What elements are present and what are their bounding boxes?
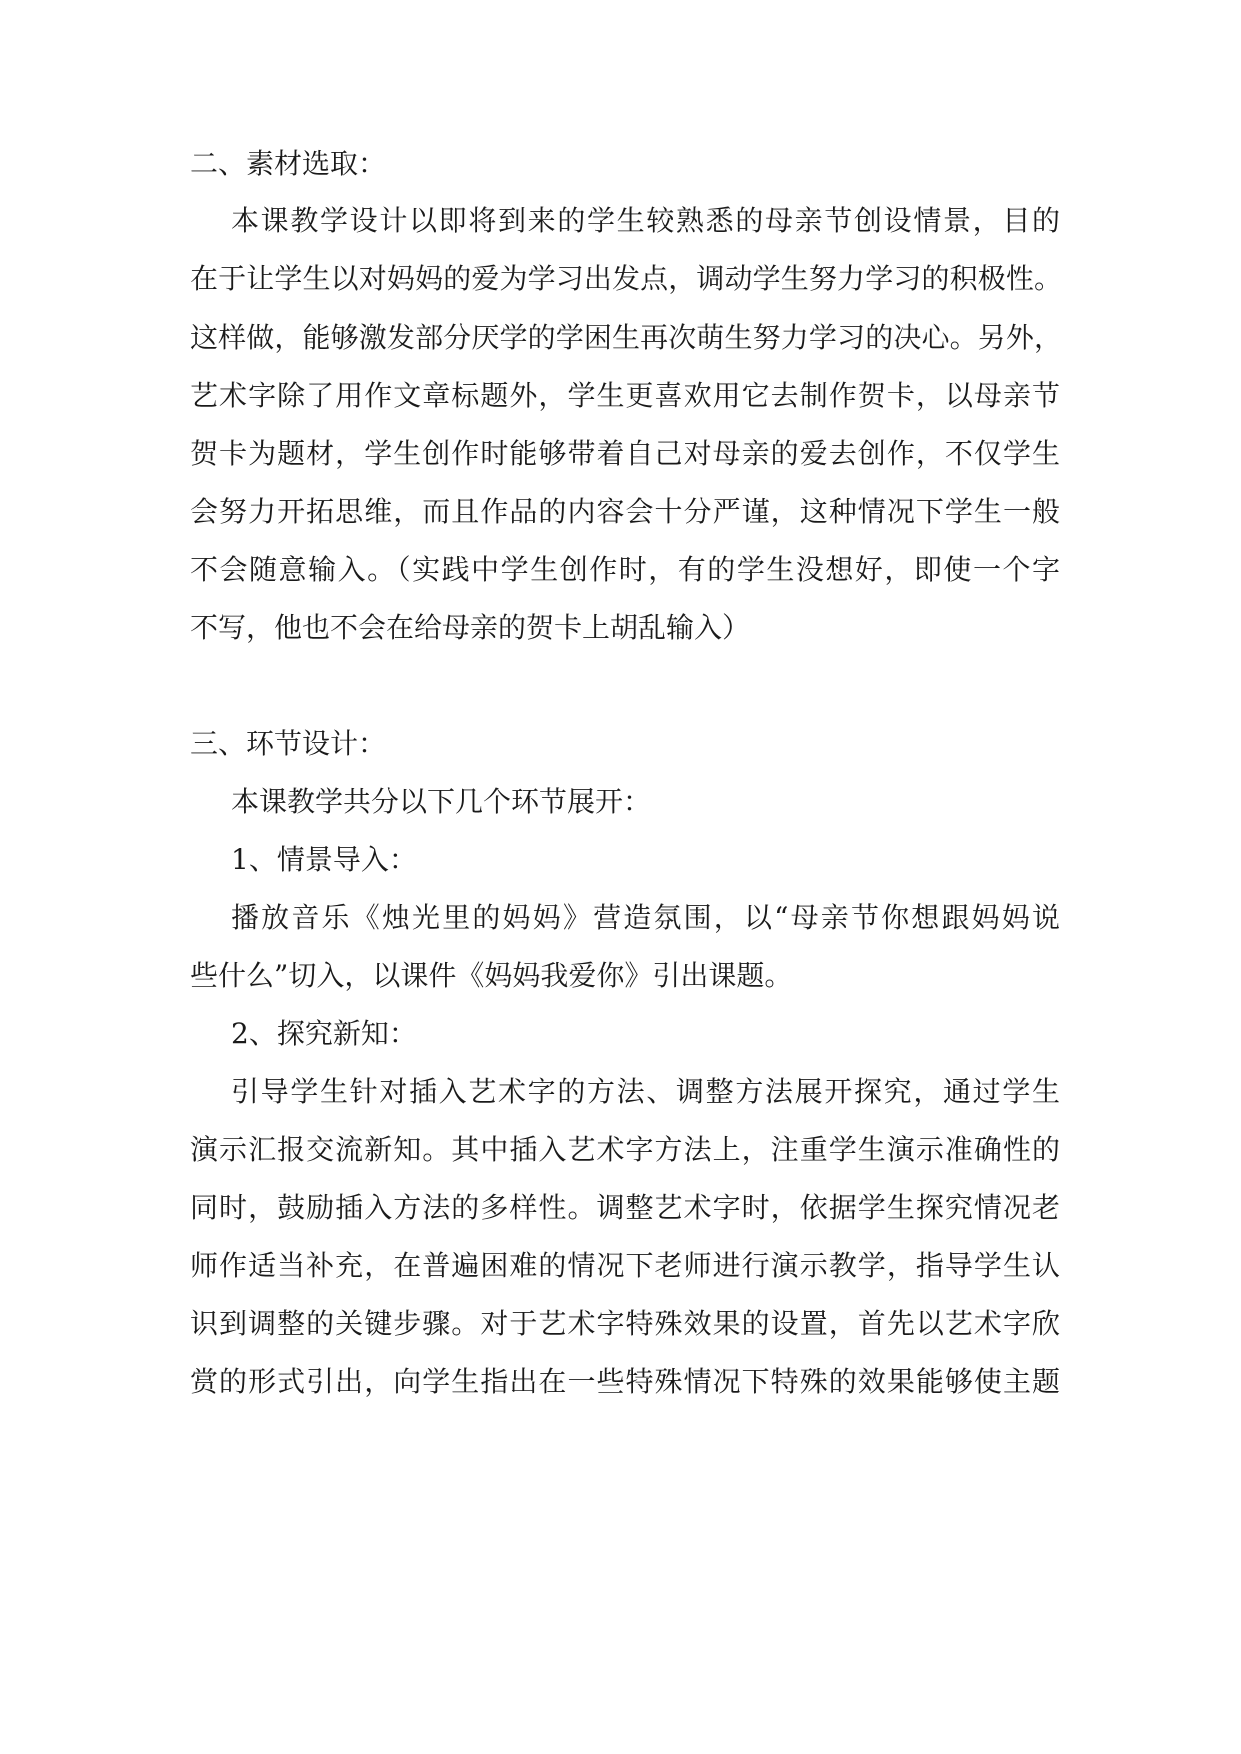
- section-heading-design: 三、环节设计：: [190, 727, 387, 760]
- paragraph-line: 演示汇报交流新知。其中插入艺术字方法上，注重学生演示准确性的: [190, 1133, 1060, 1166]
- paragraph-line: 在于让学生以对妈妈的爱为学习出发点，调动学生努力学习的积极性。: [190, 262, 1062, 295]
- paragraph-line: 播放音乐《烛光里的妈妈》营造氛围，以“母亲节你想跟妈妈说: [231, 901, 1060, 934]
- paragraph-line: 识到调整的关键步骤。对于艺术字特殊效果的设置，首先以艺术字欣: [190, 1307, 1060, 1340]
- paragraph-line: 会努力开拓思维，而且作品的内容会十分严谨，这种情况下学生一般: [190, 495, 1060, 528]
- step-title-1: 1、情景导入：: [231, 843, 417, 876]
- section-intro: 本课教学共分以下几个环节展开：: [231, 785, 652, 818]
- paragraph-line: 本课教学设计以即将到来的学生较熟悉的母亲节创设情景，目的: [231, 204, 1060, 237]
- paragraph-line: 艺术字除了用作文章标题外，学生更喜欢用它去制作贺卡，以母亲节: [190, 379, 1060, 412]
- paragraph-line: 不写，他也不会在给母亲的贺卡上胡乱输入）: [190, 611, 751, 644]
- paragraph-line: 些什么”切入，以课件《妈妈我爱你》引出课题。: [190, 959, 793, 992]
- paragraph-line: 不会随意输入。（实践中学生创作时，有的学生没想好，即使一个字: [190, 553, 1060, 586]
- step-title-2: 2、探究新知：: [231, 1017, 417, 1050]
- paragraph-line: 同时，鼓励插入方法的多样性。调整艺术字时，依据学生探究情况老: [190, 1191, 1060, 1224]
- paragraph-line: 引导学生针对插入艺术字的方法、调整方法展开探究，通过学生: [231, 1075, 1060, 1108]
- paragraph-line: 这样做，能够激发部分厌学的学困生再次萌生努力学习的决心。另外，: [190, 321, 1062, 354]
- section-heading-materials: 二、素材选取：: [190, 147, 387, 180]
- paragraph-line: 赏的形式引出，向学生指出在一些特殊情况下特殊的效果能够使主题: [190, 1365, 1060, 1398]
- paragraph-line: 师作适当补充，在普遍困难的情况下老师进行演示教学，指导学生认: [190, 1249, 1060, 1282]
- paragraph-line: 贺卡为题材，学生创作时能够带着自己对母亲的爱去创作，不仅学生: [190, 437, 1060, 470]
